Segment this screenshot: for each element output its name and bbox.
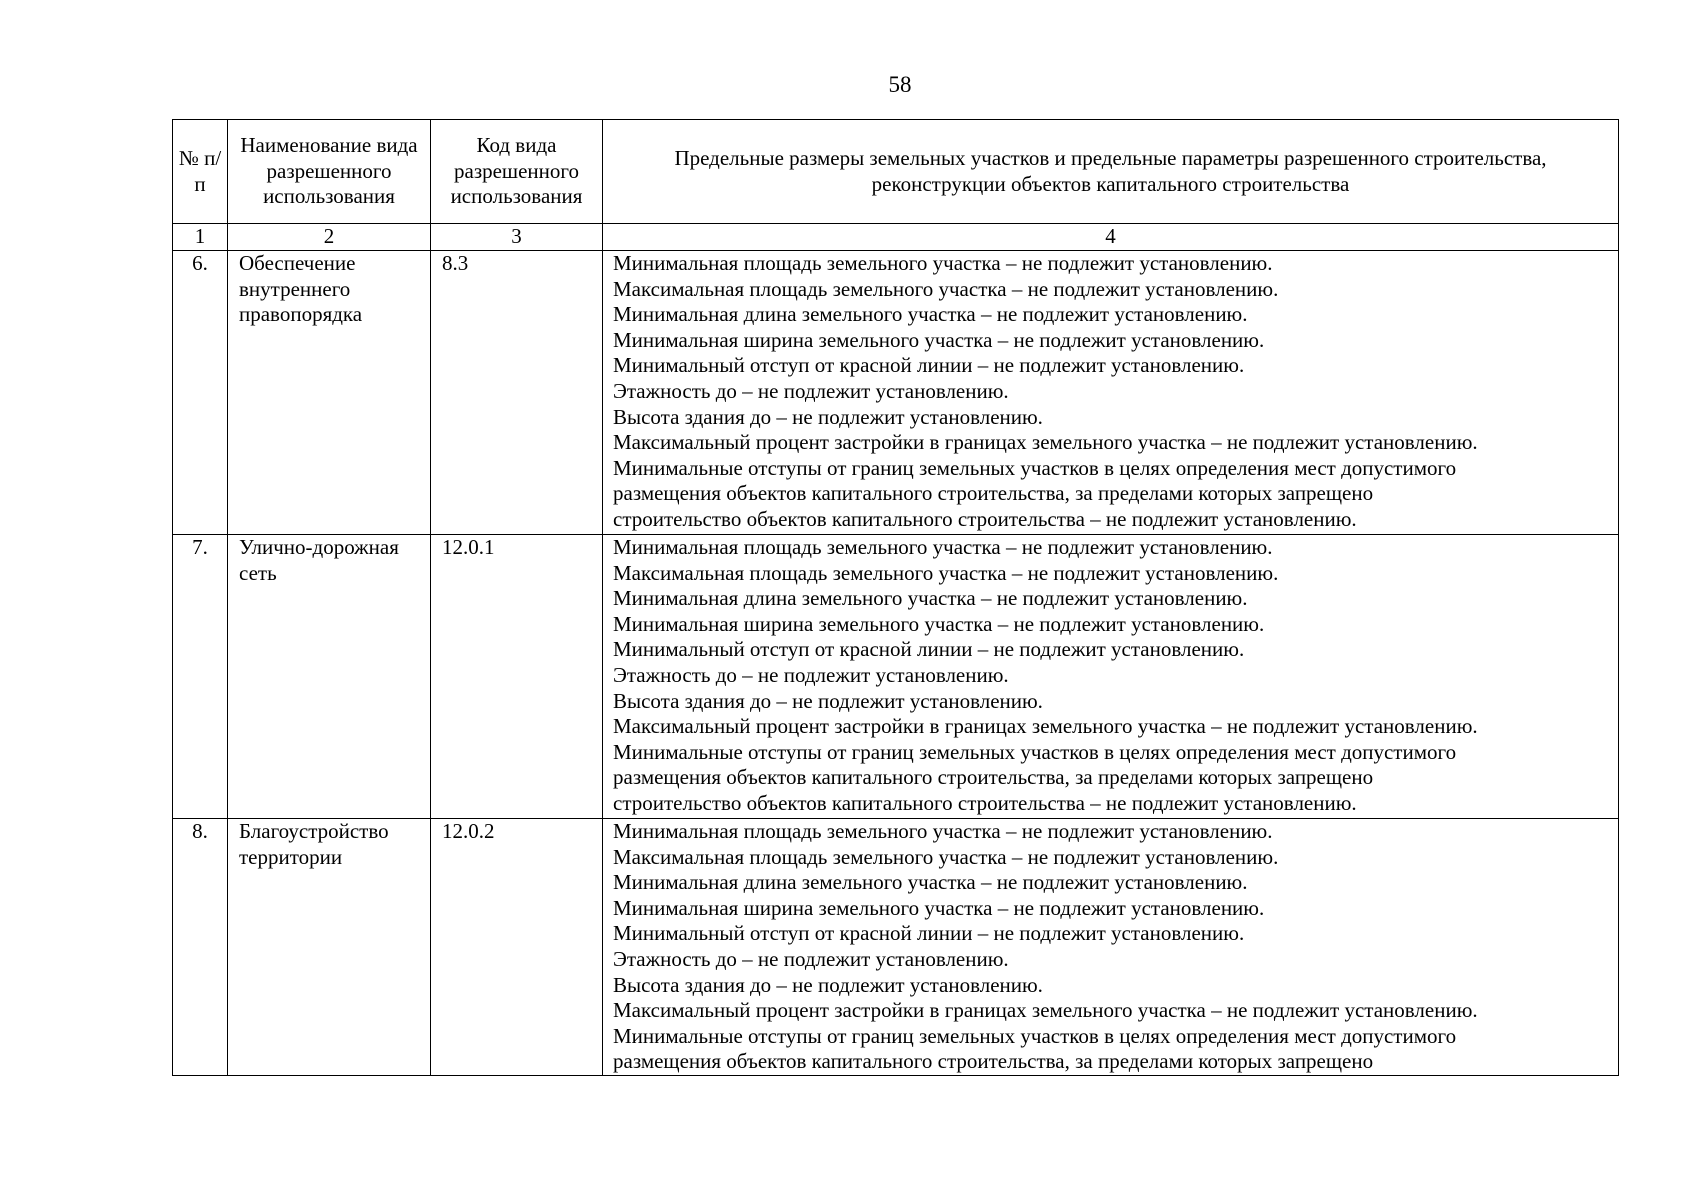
- parameter-line: Этажность до – не подлежит установлению.: [613, 946, 1009, 971]
- header-number: № п/п: [173, 120, 228, 224]
- parameter-line: Максимальная площадь земельного участка – не подлежит установлению.: [613, 276, 1279, 301]
- column-number: 2: [228, 224, 431, 251]
- parameter-line: Этажность до – не подлежит установлению.: [613, 378, 1009, 403]
- use-name: Обеспечение внутреннего правопорядка: [228, 251, 431, 535]
- use-code: 8.3: [431, 251, 603, 535]
- page-number: 58: [888, 72, 912, 97]
- use-code: 12.0.1: [431, 535, 603, 819]
- parameter-line: Минимальные отступы от границ земельных участков в целях определения мест допустимого: [613, 455, 1457, 480]
- table-row: [173, 535, 1619, 819]
- header-use-code: Код вида разрешенного использования: [431, 120, 603, 224]
- parameter-line: Минимальная ширина земельного участка – не подлежит установлению.: [613, 327, 1265, 352]
- parameters-cell: [603, 251, 1619, 535]
- row-number: 7.: [173, 535, 228, 819]
- use-code: 12.0.2: [431, 819, 603, 1076]
- parameter-line: Минимальная площадь земельного участка – не подлежит установлению.: [613, 535, 1273, 559]
- column-number: 3: [431, 224, 603, 251]
- parameter-line: Максимальный процент застройки в границах земельного участка – не подлежит установлению.: [613, 430, 1478, 455]
- parameter-line: Минимальные отступы от границ земельных участков в целях определения мест допустимого: [613, 1023, 1457, 1048]
- parameters-cell: [603, 819, 1619, 1076]
- row-number: 6.: [173, 251, 228, 535]
- parameter-line: Этажность до – не подлежит установлению.: [613, 662, 1009, 687]
- parameter-line: Минимальная длина земельного участка – не подлежит установлению.: [613, 302, 1248, 327]
- parameter-line: Максимальный процент застройки в границах земельного участка – не подлежит установлению.: [613, 998, 1478, 1023]
- parameter-line: Высота здания до – не подлежит установлению.: [613, 688, 1043, 713]
- parameter-line: Максимальный процент застройки в границах земельного участка – не подлежит установлению.: [613, 714, 1478, 739]
- column-number: 4: [603, 224, 1619, 251]
- row-number: 8.: [173, 819, 228, 1076]
- use-name: Улично-дорожная сеть: [228, 535, 431, 819]
- parameter-line: Минимальная ширина земельного участка – не подлежит установлению.: [613, 611, 1265, 636]
- parameters-cell: [603, 535, 1619, 819]
- parameter-line: Минимальная ширина земельного участка – не подлежит установлению.: [613, 895, 1265, 920]
- parameter-line: размещения объектов капитального строительства, за пределами которых запрещено: [613, 1049, 1374, 1074]
- parameter-line: Высота здания до – не подлежит установлению.: [613, 972, 1043, 997]
- parameter-line: Минимальный отступ от красной линии – не подлежит установлению.: [613, 353, 1245, 378]
- use-name: Благоустройство территории: [228, 819, 431, 1076]
- parameter-line: строительство объектов капитального строительства – не подлежит установлению.: [613, 506, 1357, 531]
- parameter-line: размещения объектов капитального строительства, за пределами которых запрещено: [613, 765, 1374, 790]
- column-number: 1: [173, 224, 228, 251]
- parameter-line: Высота здания до – не подлежит установлению.: [613, 404, 1043, 429]
- header-parameters: Предельные размеры земельных участков и предельные параметры разрешенного строительства, реконструкции объектов капитального строительства: [603, 120, 1619, 224]
- parameter-line: Минимальный отступ от красной линии – не подлежит установлению.: [613, 921, 1245, 946]
- column-number-row: [173, 224, 1619, 251]
- parameter-line: строительство объектов капитального строительства – не подлежит установлению.: [613, 790, 1357, 815]
- parameter-line: Максимальная площадь земельного участка – не подлежит установлению.: [613, 560, 1279, 585]
- parameter-line: Минимальный отступ от красной линии – не подлежит установлению.: [613, 637, 1245, 662]
- table-row: [173, 251, 1619, 535]
- parameter-line: Минимальная длина земельного участка – не подлежит установлению.: [613, 870, 1248, 895]
- parameter-line: Минимальные отступы от границ земельных участков в целях определения мест допустимого: [613, 739, 1457, 764]
- zoning-parameters-table: [172, 119, 1619, 1076]
- table-row: [173, 819, 1619, 1076]
- parameter-line: Минимальная площадь земельного участка – не подлежит установлению.: [613, 251, 1273, 275]
- parameter-line: Максимальная площадь земельного участка – не подлежит установлению.: [613, 844, 1279, 869]
- parameter-line: размещения объектов капитального строительства, за пределами которых запрещено: [613, 481, 1374, 506]
- header-use-name: Наименование вида разрешенного использования: [228, 120, 431, 224]
- table-header-row: [173, 120, 1619, 224]
- parameter-line: Минимальная длина земельного участка – не подлежит установлению.: [613, 586, 1248, 611]
- parameter-line: Минимальная площадь земельного участка – не подлежит установлению.: [613, 819, 1273, 843]
